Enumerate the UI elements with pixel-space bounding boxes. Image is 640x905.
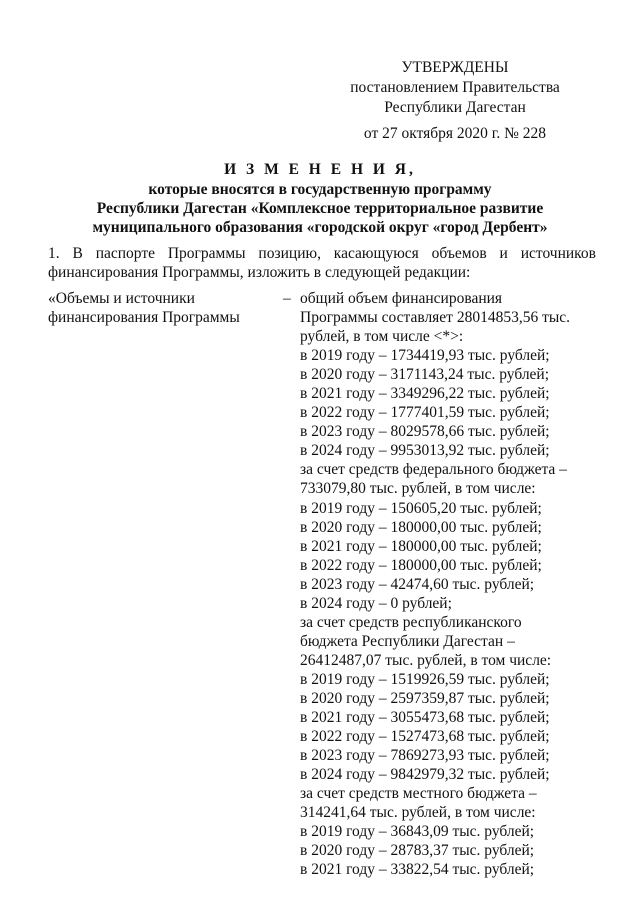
intro-paragraph: 1. В паспорте Программы позицию, касающуюся объемов и источников финансирования Программы, изложить в следующей редакции: xyxy=(48,245,596,281)
financing-line: рублей, в том числе <*>: xyxy=(300,328,464,346)
financing-line: в 2020 году – 3171143,24 тыс. рублей; xyxy=(300,366,550,384)
financing-line: в 2020 году – 28783,37 тыс. рублей; xyxy=(300,842,535,860)
financing-line: за счет средств республиканского xyxy=(300,613,522,631)
financing-line: в 2019 году – 1519926,59 тыс. рублей; xyxy=(300,670,550,688)
financing-line: Программы составляет 28014853,56 тыс. xyxy=(300,309,571,327)
approval-authority: постановлением Правительства xyxy=(350,79,560,96)
financing-line: общий объем финансирования xyxy=(300,290,503,307)
heading-line-1: которые вносятся в государственную программу xyxy=(148,181,492,198)
financing-line: за счет средств федерального бюджета – xyxy=(300,461,567,479)
position-label-line-1: «Объемы и источники xyxy=(48,290,195,307)
financing-line: в 2021 году – 180000,00 тыс. рублей; xyxy=(300,537,542,555)
financing-line: в 2020 году – 180000,00 тыс. рублей; xyxy=(300,518,542,536)
financing-line: в 2019 году – 1734419,93 тыс. рублей; xyxy=(300,347,550,365)
position-label-line-2: финансирования Программы xyxy=(48,309,240,326)
financing-line: в 2024 году – 9842979,32 тыс. рублей; xyxy=(300,766,550,784)
heading-line-3: муниципального образования «городской округ «город Дербент» xyxy=(92,219,548,236)
financing-line: в 2022 году – 180000,00 тыс. рублей; xyxy=(300,556,542,574)
financing-line: в 2019 году – 36843,09 тыс. рублей; xyxy=(300,823,535,841)
approval-block xyxy=(320,58,590,144)
heading-line-2: Республики Дагестан «Комплексное территориальное развитие xyxy=(96,200,544,217)
financing-line: 733079,80 тыс. рублей, в том числе: xyxy=(300,480,536,498)
financing-line: в 2021 году – 3055473,68 тыс. рублей; xyxy=(300,709,550,727)
financing-line: в 2024 году – 9953013,92 тыс. рублей; xyxy=(300,442,550,460)
financing-line: 314241,64 тыс. рублей, в том числе: xyxy=(300,804,536,822)
position-label xyxy=(48,289,278,327)
financing-line: в 2022 году – 1777401,59 тыс. рублей; xyxy=(300,404,550,422)
financing-details xyxy=(300,289,600,879)
financing-line: в 2023 году – 8029578,66 тыс. рублей; xyxy=(300,423,550,441)
approval-date: от 27 октября 2020 г. № 228 xyxy=(363,125,547,142)
financing-line: бюджета Республики Дагестан – xyxy=(300,632,515,650)
approval-status: УТВЕРЖДЕНЫ xyxy=(401,59,509,76)
financing-line: в 2024 году – 0 рублей; xyxy=(300,594,452,612)
position-dash: – xyxy=(283,290,291,307)
financing-line: в 2022 году – 1527473,68 тыс. рублей; xyxy=(300,728,550,746)
financing-line: в 2023 году – 42474,60 тыс. рублей; xyxy=(300,575,535,593)
financing-line: в 2020 году – 2597359,87 тыс. рублей; xyxy=(300,689,550,707)
document-title: И З М Е Н Е Н И Я, xyxy=(224,161,416,178)
approval-region: Республики Дагестан xyxy=(384,99,526,116)
document-heading xyxy=(40,160,600,237)
financing-line: в 2021 году – 33822,54 тыс. рублей; xyxy=(300,861,535,879)
financing-line: в 2023 году – 7869273,93 тыс. рублей; xyxy=(300,747,550,765)
financing-line: 26412487,07 тыс. рублей, в том числе: xyxy=(300,651,552,669)
financing-line: в 2021 году – 3349296,22 тыс. рублей; xyxy=(300,385,550,403)
financing-line: в 2019 году – 150605,20 тыс. рублей; xyxy=(300,499,542,517)
financing-line: за счет средств местного бюджета – xyxy=(300,785,537,803)
